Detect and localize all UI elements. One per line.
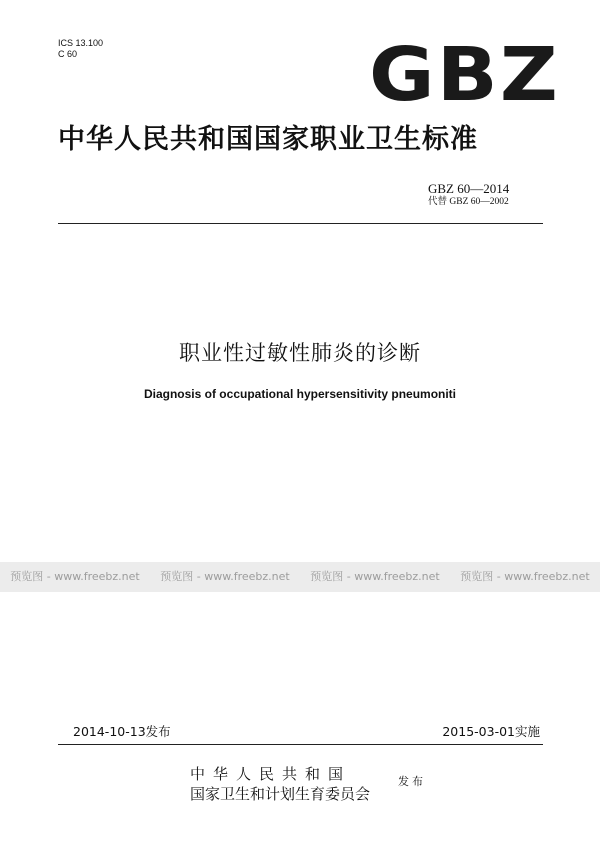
ccs-code: C 60 (58, 49, 78, 59)
document-title-english: Diagnosis of occupational hypersensitivity pneumoniti (143, 387, 457, 401)
publisher-agency: 国家卫生和计划生育委员会 (190, 785, 371, 803)
watermark-text: 预览图 - www.freebz.net (160, 570, 290, 583)
top-divider (58, 223, 543, 224)
publisher-country: 中华人民共和国 (190, 765, 352, 783)
ics-code: ICS 13.100 (58, 38, 104, 48)
document-title-chinese: 职业性过敏性肺炎的诊断 (179, 341, 421, 365)
implementation-date: 2015-03-01实施 (442, 724, 540, 739)
bottom-divider (58, 744, 543, 745)
gbz-logo: GBZ (369, 32, 560, 118)
watermark-text: 预览图 - www.freebz.net (10, 570, 140, 583)
issue-date: 2014-10-13发布 (73, 724, 171, 739)
publish-label: 发布 (398, 775, 426, 788)
publisher-block (190, 764, 370, 804)
standard-category-title: 中华人民共和国国家职业卫生标准 (58, 124, 478, 155)
standard-number: GBZ 60—2014 (428, 181, 510, 196)
watermark-text: 预览图 - www.freebz.net (310, 570, 440, 583)
classification-codes (58, 38, 103, 60)
watermark-banner (0, 562, 600, 592)
replaces-standard: 代替 GBZ 60—2002 (428, 197, 509, 207)
watermark-text: 预览图 - www.freebz.net (460, 570, 590, 583)
standard-number-block (428, 181, 538, 208)
